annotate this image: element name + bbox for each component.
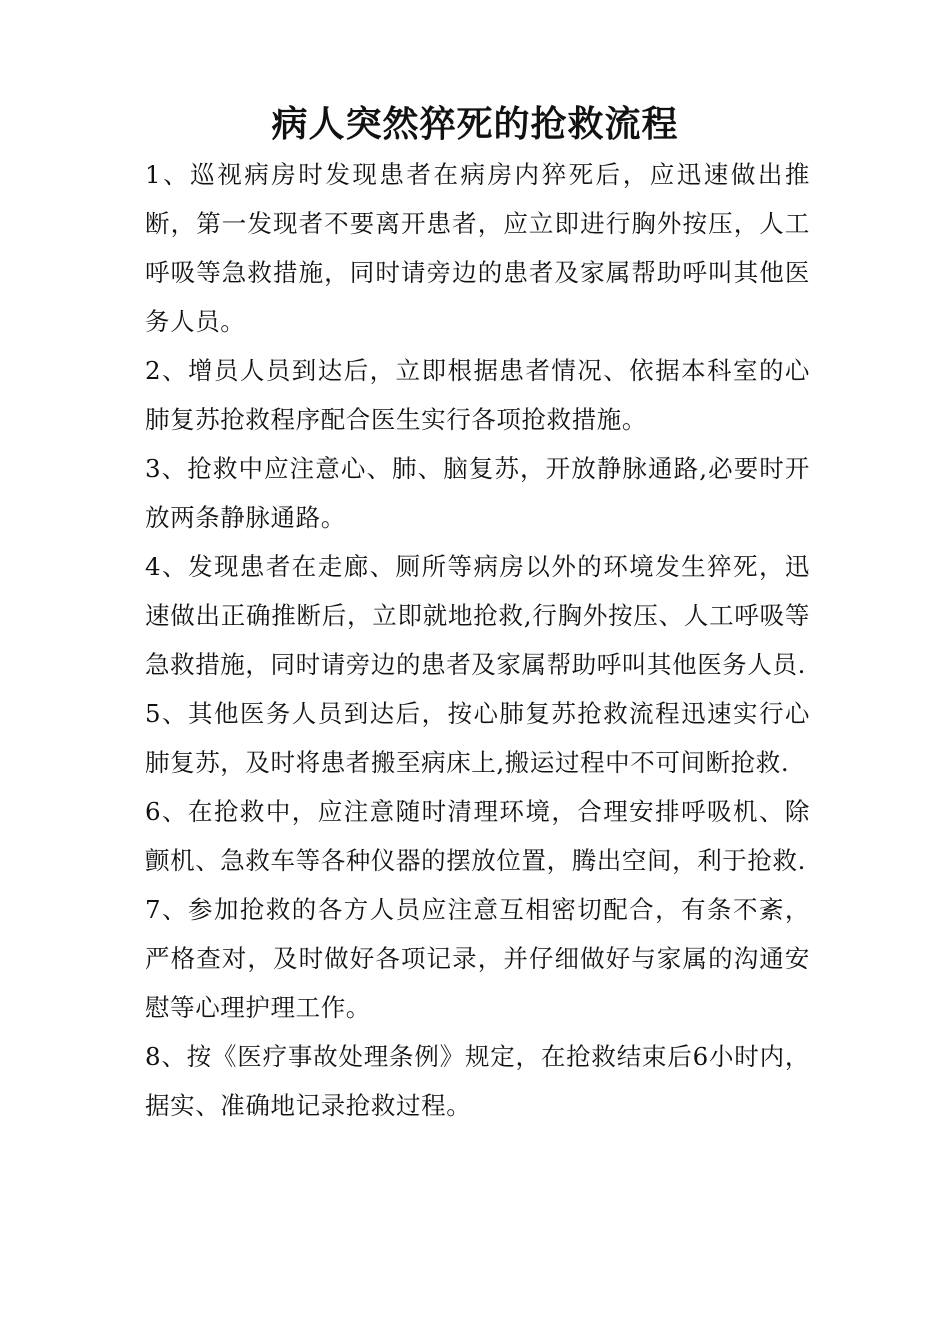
paragraph-8: 8、按《医疗事故处理条例》规定，在抢救结束后6小时内，据实、准确地记录抢救过程。 — [145, 1042, 810, 1120]
paragraph-6: 6、在抢救中，应注意随时清理环境，合理安排呼吸机、除颤机、急救车等各种仪器的摆放位置，腾出空间，利于抢救. — [145, 797, 810, 875]
paragraph-3: 3、抢救中应注意心、肺、脑复苏，开放静脉通路,必要时开放两条静脉通路。 — [145, 454, 810, 532]
paragraph-7: 7、参加抢救的各方人员应注意互相密切配合，有条不紊，严格查对，及时做好各项记录，并仔细做好与家属的沟通安慰等心理护理工作。 — [145, 895, 810, 1022]
document-body — [145, 150, 810, 1130]
document-title: 病人突然猝死的抢救流程 — [271, 103, 679, 145]
paragraph-2: 2、增员人员到达后，立即根据患者情况、依据本科室的心肺复苏抢救程序配合医生实行各项抢救措施。 — [145, 356, 810, 434]
paragraph-5: 5、其他医务人员到达后，按心肺复苏抢救流程迅速实行心肺复苏，及时将患者搬至病床上,搬运过程中不可间断抢救. — [145, 699, 810, 777]
paragraph-1: 1、巡视病房时发现患者在病房内猝死后，应迅速做出推断，第一发现者不要离开患者，应立即进行胸外按压，人工呼吸等急救措施，同时请旁边的患者及家属帮助呼叫其他医务人员。 — [145, 160, 810, 336]
paragraph-4: 4、发现患者在走廊、厕所等病房以外的环境发生猝死，迅速做出正确推断后，立即就地抢救,行胸外按压、人工呼吸等急救措施，同时请旁边的患者及家属帮助呼叫其他医务人员. — [145, 552, 810, 679]
